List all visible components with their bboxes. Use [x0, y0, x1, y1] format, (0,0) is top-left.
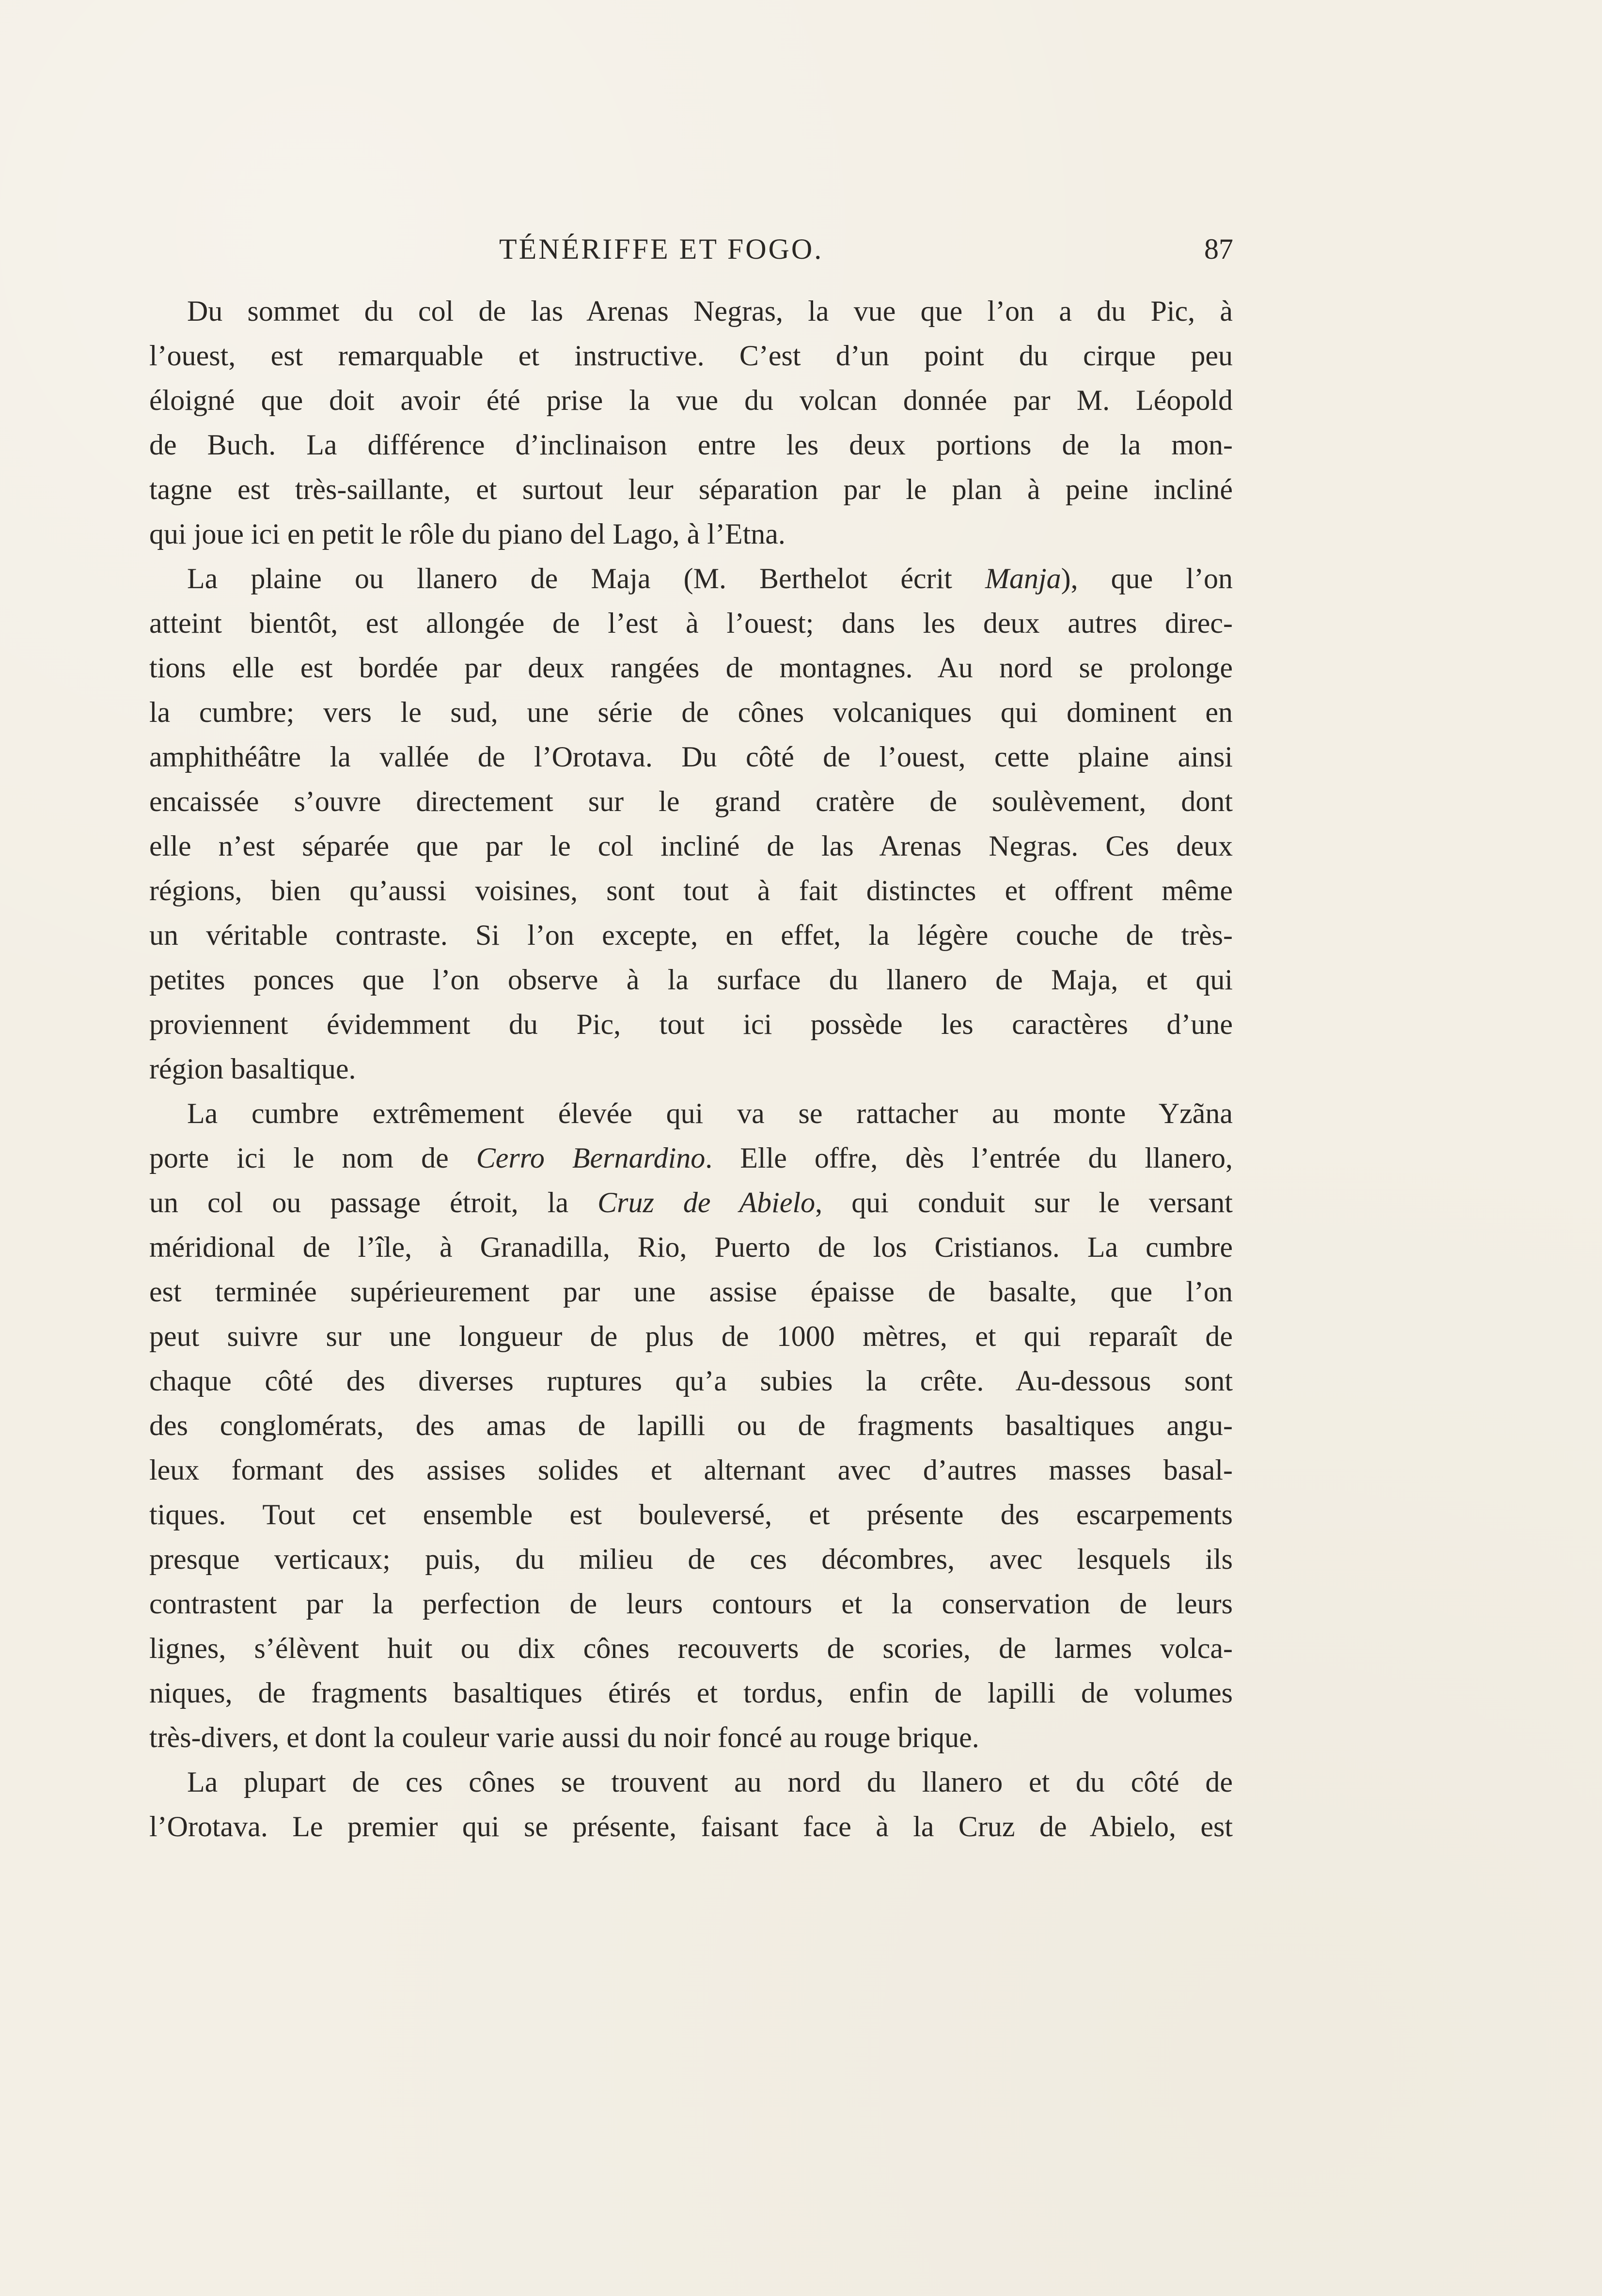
italic-fragment: Cruz de Abielo [597, 1187, 816, 1218]
running-head: TÉNÉRIFFE ET FOGO. [499, 233, 824, 265]
text-line: région basaltique. [149, 1053, 356, 1085]
text-line: un véritable contraste. Si l’on excepte, en effet, la légère couche de très- [149, 919, 1233, 951]
page-header [499, 234, 1233, 273]
text-line-with-italic [149, 1136, 1233, 1180]
text-fragment: ), que l’on [1061, 562, 1233, 594]
text-fragment: , qui conduit sur le versant [815, 1187, 1233, 1218]
paragraph-4 [149, 1760, 1233, 1849]
italic-fragment: Cerro Bernardino [476, 1142, 706, 1174]
text-line-with-italic [149, 1180, 1233, 1225]
page-number: 87 [1204, 233, 1233, 265]
text-line: méridional de l’île, à Granadilla, Rio, Puerto de los Cristianos. La cumbre [149, 1231, 1233, 1263]
text-line: des conglomérats, des amas de lapilli ou de fragments basaltiques angu- [149, 1409, 1233, 1441]
paragraph-2 [149, 556, 1233, 1091]
text-line: niques, de fragments basaltiques étirés et tordus, enfin de lapilli de volumes [149, 1677, 1233, 1709]
text-line: est terminée supérieurement par une assise épaisse de basalte, que l’on [149, 1276, 1233, 1308]
text-line: atteint bientôt, est allongée de l’est à l’ouest; dans les deux autres direc- [149, 607, 1233, 639]
text-line: La cumbre extrêmement élevée qui va se rattacher au monte Yzãna [187, 1097, 1233, 1129]
text-line-with-italic [149, 556, 1233, 601]
text-line: éloigné que doit avoir été prise la vue du volcan donnée par M. Léopold [149, 384, 1233, 416]
text-line: presque verticaux; puis, du milieu de ces décombres, avec lesquels ils [149, 1543, 1233, 1575]
text-line: La plupart de ces cônes se trouvent au nord du llanero et du côté de [187, 1766, 1233, 1798]
text-line: encaissée s’ouvre directement sur le grand cratère de soulèvement, dont [149, 785, 1233, 817]
text-line: tagne est très-saillante, et surtout leur séparation par le plan à peine incliné [149, 473, 1233, 505]
text-line: peut suivre sur une longueur de plus de 1000 mètres, et qui reparaît de [149, 1320, 1233, 1352]
text-line: lignes, s’élèvent huit ou dix cônes recouverts de scories, de larmes volca- [149, 1632, 1233, 1664]
text-line: la cumbre; vers le sud, une série de cônes volcaniques qui dominent en [149, 696, 1233, 728]
text-line: amphithéâtre la vallée de l’Orotava. Du côté de l’ouest, cette plaine ainsi [149, 741, 1233, 773]
text-line: Du sommet du col de las Arenas Negras, la vue que l’on a du Pic, à [187, 295, 1233, 327]
text-line: chaque côté des diverses ruptures qu’a subies la crête. Au-dessous sont [149, 1365, 1233, 1397]
text-line: tions elle est bordée par deux rangées de montagnes. Au nord se prolonge [149, 652, 1233, 684]
text-line: elle n’est séparée que par le col incliné de las Arenas Negras. Ces deux [149, 830, 1233, 862]
text-line: qui joue ici en petit le rôle du piano del Lago, à l’Etna. [149, 518, 785, 550]
paragraph-1 [149, 289, 1233, 556]
text-line: tiques. Tout cet ensemble est bouleversé, et présente des escarpements [149, 1499, 1233, 1531]
text-line: contrastent par la perfection de leurs contours et la conservation de leurs [149, 1588, 1233, 1620]
text-fragment: La plaine ou llanero de Maja (M. Berthelot écrit [187, 562, 985, 594]
body-text [149, 289, 1233, 1849]
text-line: régions, bien qu’aussi voisines, sont tout à fait distinctes et offrent même [149, 875, 1233, 906]
italic-fragment: Manja [985, 562, 1061, 594]
text-fragment: porte ici le nom de [149, 1142, 476, 1174]
text-line: l’ouest, est remarquable et instructive. C’est d’un point du cirque peu [149, 340, 1233, 372]
text-line: leux formant des assises solides et alternant avec d’autres masses basal- [149, 1454, 1233, 1486]
text-fragment: un col ou passage étroit, la [149, 1187, 598, 1218]
text-line: petites ponces que l’on observe à la surface du llanero de Maja, et qui [149, 964, 1233, 996]
text-line: très-divers, et dont la couleur varie aussi du noir foncé au rouge brique. [149, 1721, 979, 1753]
text-line: l’Orotava. Le premier qui se présente, faisant face à la Cruz de Abielo, est [149, 1811, 1233, 1843]
text-line: de Buch. La différence d’inclinaison entre les deux portions de la mon- [149, 429, 1233, 461]
text-line: proviennent évidemment du Pic, tout ici possède les caractères d’une [149, 1008, 1233, 1040]
paragraph-3 [149, 1091, 1233, 1760]
text-fragment: . Elle offre, dès l’entrée du llanero, [705, 1142, 1233, 1174]
